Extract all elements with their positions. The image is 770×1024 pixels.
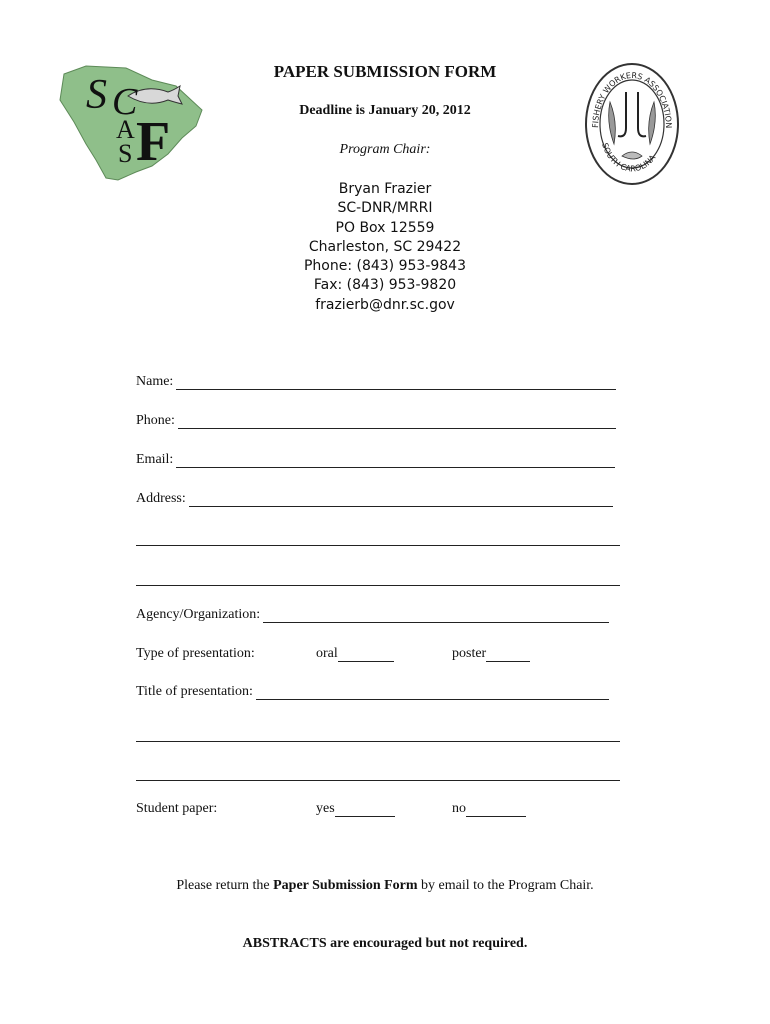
oral-input-line[interactable] xyxy=(338,647,394,662)
logo-letter-s2: S xyxy=(118,139,133,168)
address-line-2[interactable] xyxy=(136,544,620,546)
abstracts-note: ABSTRACTS are encouraged but not required. xyxy=(242,936,528,951)
contact-city: Charleston, SC 29422 xyxy=(308,238,462,255)
oral-option[interactable] xyxy=(316,646,394,662)
agency-input-line[interactable] xyxy=(263,608,609,623)
title-field xyxy=(136,684,609,700)
presentation-type-field xyxy=(136,646,255,662)
return-post: by email to the Program Chair. xyxy=(417,878,594,893)
email-field xyxy=(136,452,615,468)
student-yes-input-line[interactable] xyxy=(335,802,395,817)
phone-input-line[interactable] xyxy=(178,414,616,429)
title-label: Title of presentation: xyxy=(136,684,253,699)
presentation-type-label: Type of presentation: xyxy=(136,646,255,661)
return-bold: Paper Submission Form xyxy=(273,878,418,893)
seal-bottom-text: SOUTH CAROLINA xyxy=(600,141,658,174)
contact-fax: Fax: (843) 953-9820 xyxy=(313,277,457,294)
title-line-3[interactable] xyxy=(136,779,620,781)
name-input-line[interactable] xyxy=(176,375,616,390)
poster-input-line[interactable] xyxy=(486,647,530,662)
contact-email: frazierb@dnr.sc.gov xyxy=(315,296,455,313)
return-pre: Please return the xyxy=(176,878,274,893)
student-paper-label: Student paper: xyxy=(136,801,218,816)
title-input-line[interactable] xyxy=(256,685,609,700)
deadline-text: Deadline is January 20, 2012 xyxy=(299,103,471,118)
student-yes-option[interactable] xyxy=(316,801,395,817)
address-field xyxy=(136,491,613,507)
program-chair-label: Program Chair: xyxy=(339,142,431,157)
logo-letter-s1: S xyxy=(86,72,107,118)
student-yes-label: yes xyxy=(316,801,335,816)
oral-label: oral xyxy=(316,646,338,661)
logo-letter-a: A xyxy=(116,115,135,144)
student-no-option[interactable] xyxy=(452,801,526,817)
name-label: Name: xyxy=(136,374,174,389)
contact-block xyxy=(0,180,770,315)
student-paper-field xyxy=(136,801,217,817)
logo-letter-c: C xyxy=(112,81,138,123)
phone-label: Phone: xyxy=(136,413,175,428)
email-label: Email: xyxy=(136,452,174,467)
return-instructions xyxy=(0,878,770,894)
poster-label: poster xyxy=(452,646,487,661)
agency-field xyxy=(136,607,609,623)
logo-letter-f: F xyxy=(136,111,171,173)
address-line-3[interactable] xyxy=(136,584,620,586)
contact-po-box: PO Box 12559 xyxy=(335,219,435,236)
phone-field xyxy=(136,413,616,429)
student-no-input-line[interactable] xyxy=(466,802,526,817)
seal-top-text: FISHERY WORKERS ASSOCIATION xyxy=(590,70,674,129)
contact-phone: Phone: (843) 953-9843 xyxy=(303,258,467,275)
contact-name: Bryan Frazier xyxy=(338,181,432,197)
contact-org: SC-DNR/MRRI xyxy=(337,200,433,217)
student-no-label: no xyxy=(452,801,466,816)
title-line-2[interactable] xyxy=(136,740,620,742)
address-input-line[interactable] xyxy=(189,492,613,507)
email-input-line[interactable] xyxy=(176,453,615,468)
poster-option[interactable] xyxy=(452,646,530,662)
address-label: Address: xyxy=(136,491,186,506)
agency-label: Agency/Organization: xyxy=(136,607,261,622)
page-title: PAPER SUBMISSION FORM xyxy=(273,62,497,81)
name-field xyxy=(136,374,616,390)
